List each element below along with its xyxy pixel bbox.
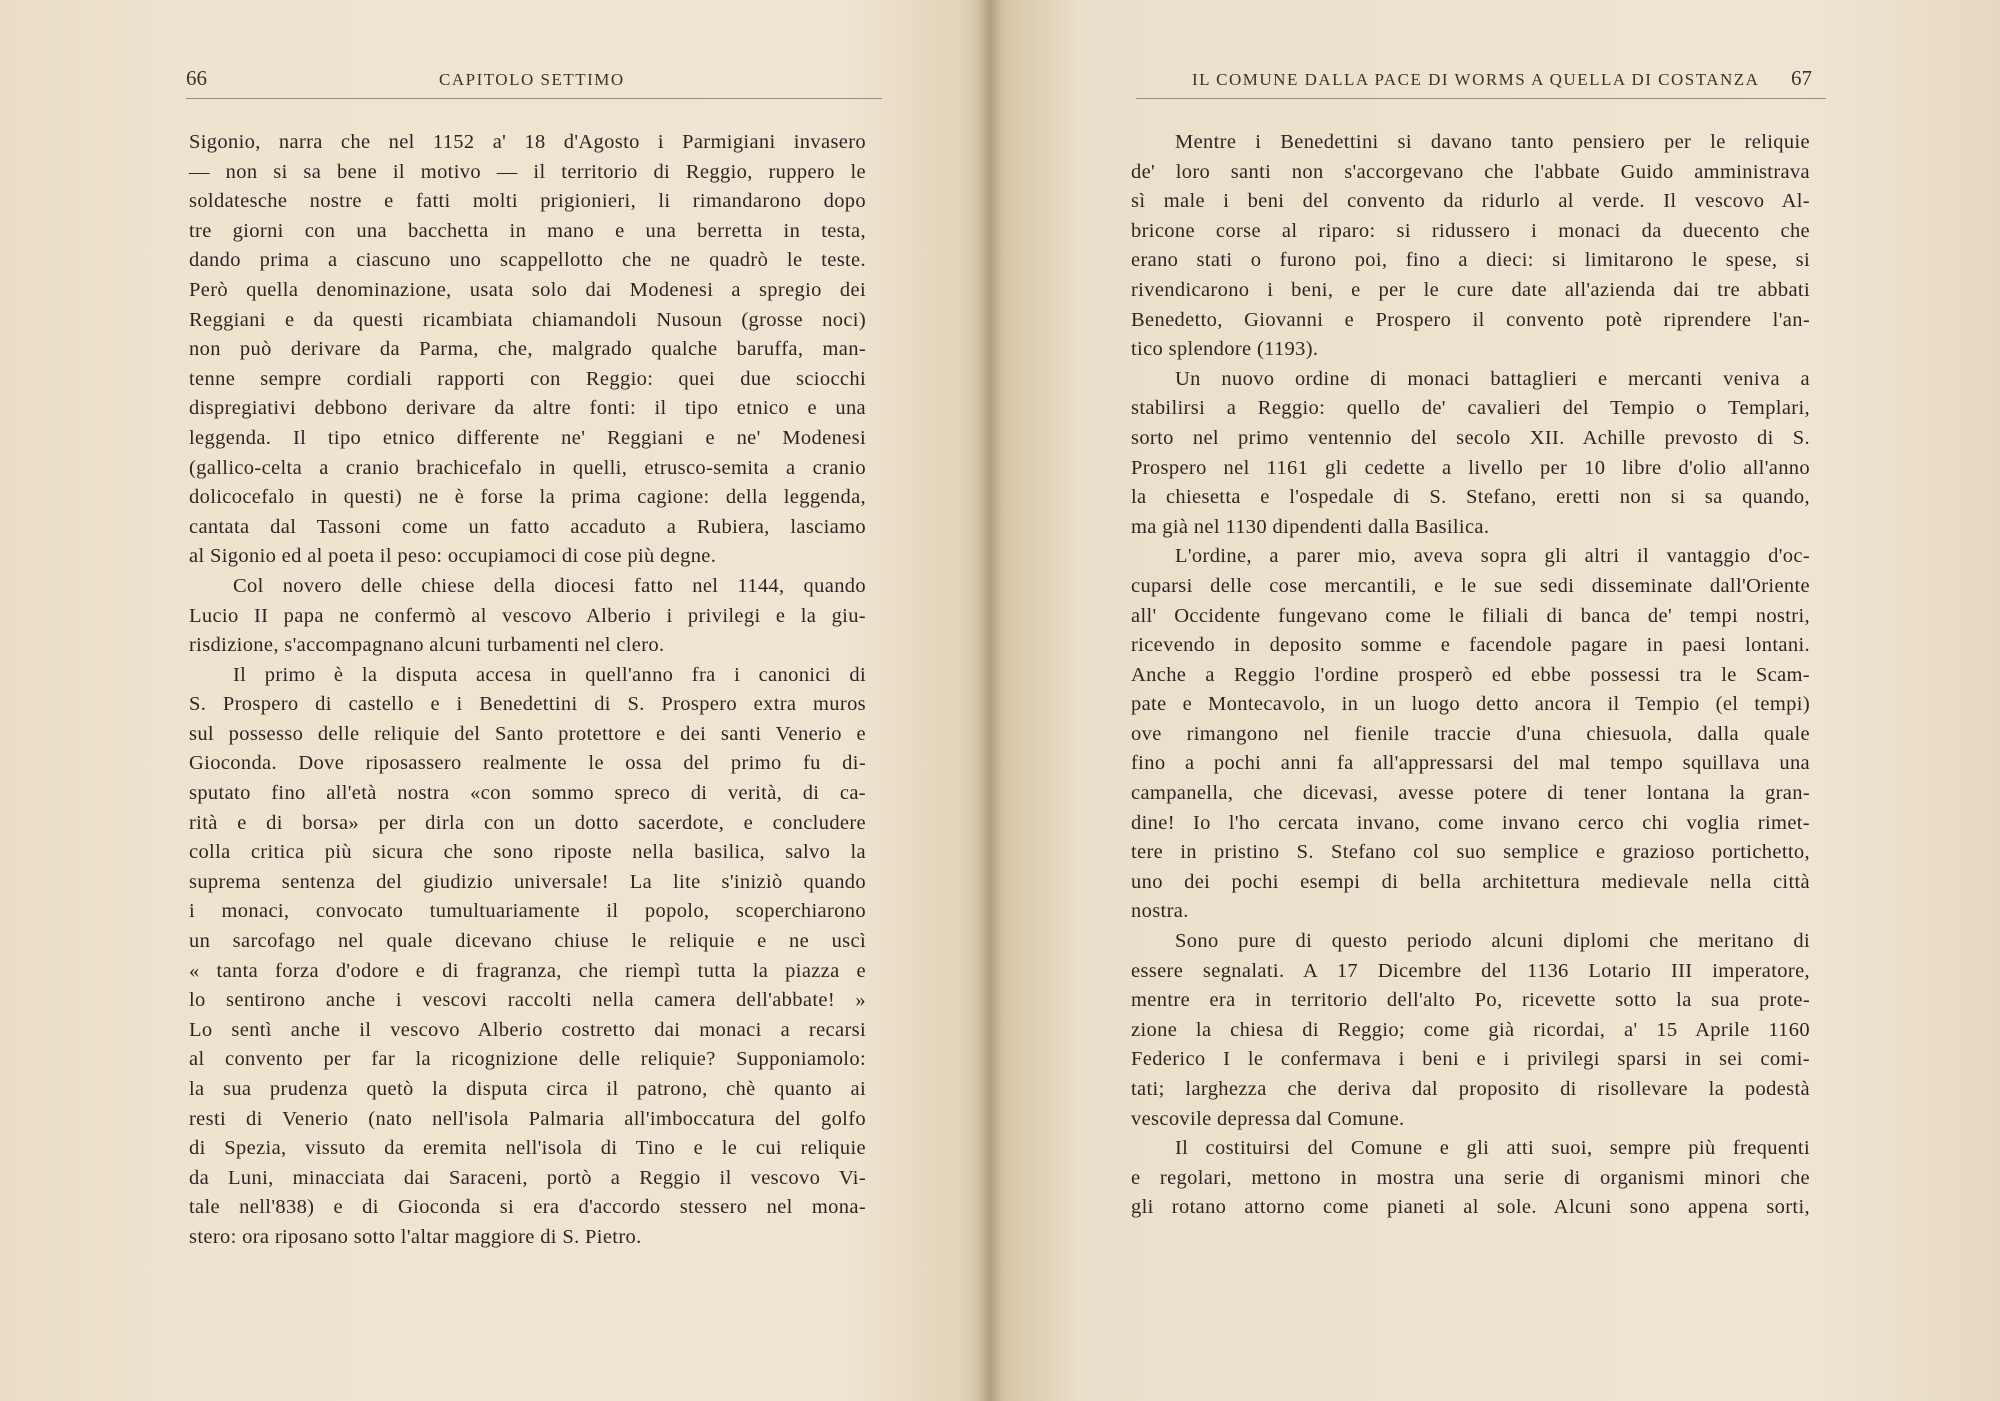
text-line: Mentre i Benedettini si davano tanto pensiero per le reliquie xyxy=(1175,131,1810,153)
left-page-number: 66 xyxy=(186,66,207,90)
left-page xyxy=(0,0,985,1401)
text-line: Anche a Reggio l'ordine prosperò ed ebbe possessi tra le Scam- xyxy=(1131,663,1810,686)
text-line: tenne sempre cordiali rapporti con Reggio: quei due sciocchi xyxy=(189,367,866,390)
text-line: al Sigonio ed al poeta il peso: occupiamoci di cose più degne. xyxy=(189,545,717,568)
text-line: gli rotano attorno come pianeti al sole. Alcuni sono appena sorti, xyxy=(1131,1196,1810,1219)
text-line: la chiesetta e l'ospedale di S. Stefano, eretti non si sa quando, xyxy=(1131,486,1810,509)
text-line: Sigonio, narra che nel 1152 a' 18 d'Agosto i Parmigiani invasero xyxy=(189,131,866,153)
text-line: fino a pochi anni fa all'appressarsi del mal tempo squillava una xyxy=(1131,752,1810,775)
text-line: rità e di borsa» per dirla con un dotto sacerdote, e concludere xyxy=(189,811,866,834)
text-line: Sono pure di questo periodo alcuni diplomi che meritano di xyxy=(1175,930,1810,953)
text-line: Lucio II papa ne confermò al vescovo Alberio i privilegi e la giu- xyxy=(189,604,866,627)
text-line: dando prima a ciascuno uno scappellotto che ne quadrò le teste. xyxy=(189,249,866,272)
text-line: uno dei pochi esempi di bella architettura medievale nella città xyxy=(1131,870,1810,893)
text-line: zione la chiesa di Reggio; come già ricordai, a' 15 Aprile 1160 xyxy=(1131,1018,1810,1041)
text-line: pate e Montecavolo, in un luogo detto ancora il Tempio (el tempi) xyxy=(1131,693,1810,716)
text-line: sorto nel primo ventennio del secolo XII. Achille prevosto di S. xyxy=(1131,426,1810,449)
text-line: Lo sentì anche il vescovo Alberio costretto dai monaci a recarsi xyxy=(189,1018,866,1041)
text-line: cuparsi delle cose mercantili, e le sue sedi disseminate dall'Oriente xyxy=(1131,574,1810,597)
text-line: sputato fino all'età nostra «con sommo spreco di verità, di ca- xyxy=(189,782,866,805)
text-line: resti di Venerio (nato nell'isola Palmaria all'imboccatura del golfo xyxy=(189,1107,866,1130)
text-line: S. Prospero di castello e i Benedettini di S. Prospero extra muros xyxy=(189,693,866,716)
text-line: cantata dal Tassoni come un fatto accaduto a Rubiera, lasciamo xyxy=(189,515,866,538)
text-line: Il costituirsi del Comune e gli atti suoi, sempre più frequenti xyxy=(1175,1137,1810,1160)
text-line: mentre era in territorio dell'alto Po, ricevette sotto la sua prote- xyxy=(1131,989,1810,1012)
text-line: Benedetto, Giovanni e Prospero il convento potè riprendere l'an- xyxy=(1131,308,1810,331)
text-line: L'ordine, a parer mio, aveva sopra gli altri il vantaggio d'oc- xyxy=(1175,545,1810,568)
text-line: sul possesso delle reliquie del Santo protettore e dei santi Venerio e xyxy=(189,722,866,745)
text-line: tati; larghezza che deriva dal proposito di risollevare la podestà xyxy=(1131,1078,1810,1100)
text-line: non può derivare da Parma, che, malgrado qualche baruffa, man- xyxy=(189,338,866,361)
text-line: — non si sa bene il motivo — il territorio di Reggio, ruppero le xyxy=(189,160,866,183)
right-page-number: 67 xyxy=(1791,66,1812,90)
text-line: Reggiani e da questi ricambiata chiamandoli Nusoun (grosse noci) xyxy=(189,308,866,331)
text-line: vescovile depressa dal Comune. xyxy=(1131,1107,1405,1130)
right-page xyxy=(1000,0,2000,1401)
text-line: stero: ora riposano sotto l'altar maggiore di S. Pietro. xyxy=(189,1225,642,1248)
text-line: Col novero delle chiese della diocesi fatto nel 1144, quando xyxy=(233,574,866,597)
text-line: soldatesche nostre e fatti molti prigionieri, li rimandarono dopo xyxy=(189,190,866,213)
text-line: bricone corse al riparo: si ridussero i monaci da duecento che xyxy=(1131,219,1810,242)
right-header-rule xyxy=(1136,98,1826,99)
text-line: lo sentirono anche i vescovi raccolti nella camera dell'abbate! » xyxy=(189,989,866,1012)
text-line: Gioconda. Dove riposassero realmente le ossa del primo fu di- xyxy=(189,752,866,775)
text-line: Il primo è la disputa accesa in quell'anno fra i canonici di xyxy=(233,663,866,686)
text-line: dispregiativi debbono derivare da altre fonti: il tipo etnico e una xyxy=(189,397,866,420)
right-page-body xyxy=(1131,128,1810,1223)
text-line: Prospero nel 1161 gli cedette a livello per 10 libre d'olio all'anno xyxy=(1131,456,1810,479)
text-line: rivendicarono i beni, e per le cure date all'azienda dai tre abbati xyxy=(1131,278,1810,301)
text-line: stabilirsi a Reggio: quello de' cavalieri del Tempio o Templari, xyxy=(1131,397,1810,420)
left-page-body xyxy=(189,128,866,1253)
text-line: (gallico-celta a cranio brachicefalo in quelli, etrusco-semita a cranio xyxy=(189,456,866,479)
text-line: tale nell'838) e di Gioconda si era d'accordo stessero nel mona- xyxy=(189,1196,866,1219)
text-line: colla critica più sicura che sono riposte nella basilica, salvo la xyxy=(189,841,866,864)
text-line: risdizione, s'accompagnano alcuni turbamenti nel clero. xyxy=(189,634,665,657)
text-line: la sua prudenza quetò la disputa circa il patrono, chè quanto ai xyxy=(189,1078,866,1100)
text-line: leggenda. Il tipo etnico differente ne' Reggiani e ne' Modenesi xyxy=(189,426,866,449)
text-line: dolicocefalo in questi) ne è forse la prima cagione: della leggenda, xyxy=(189,486,866,509)
text-line: essere segnalati. A 17 Dicembre del 1136 Lotario III imperatore, xyxy=(1131,959,1810,982)
right-page-header xyxy=(1138,66,1812,100)
left-page-header xyxy=(186,66,882,100)
text-line: e regolari, mettono in mostra una serie di organismi minori che xyxy=(1131,1166,1810,1189)
text-line: tico splendore (1193). xyxy=(1131,338,1319,361)
text-line: ricevendo in deposito somme e facendole pagare in paesi lontani. xyxy=(1131,634,1810,657)
text-line: al convento per far la ricognizione delle reliquie? Supponiamolo: xyxy=(189,1048,866,1071)
text-line: Però quella denominazione, usata solo dai Modenesi a spregio dei xyxy=(189,278,866,301)
text-line: de' loro santi non s'accorgevano che l'abbate Guido amministrava xyxy=(1131,160,1810,183)
text-line: campanella, che dicevasi, avesse potere di tener lontana la gran- xyxy=(1131,782,1810,805)
text-line: all' Occidente fungevano come le filiali di banca de' tempi nostri, xyxy=(1131,604,1810,627)
text-line: da Luni, minacciata dai Saraceni, portò a Reggio il vescovo Vi- xyxy=(189,1166,866,1189)
text-line: ma già nel 1130 dipendenti dalla Basilica. xyxy=(1131,515,1490,538)
left-running-head: CAPITOLO SETTIMO xyxy=(439,70,625,89)
text-line: Federico I le confermava i beni e i privilegi sparsi in sei comi- xyxy=(1131,1048,1810,1071)
text-line: tre giorni con una bacchetta in mano e una berretta in testa, xyxy=(189,219,866,242)
right-running-head: IL COMUNE DALLA PACE DI WORMS A QUELLA DI COSTANZA xyxy=(1192,70,1760,89)
text-line: « tanta forza d'odore e di fragranza, che riempì tutta la piazza e xyxy=(189,959,866,982)
text-line: un sarcofago nel quale dicevano chiuse le reliquie e ne uscì xyxy=(189,930,866,953)
text-line: i monaci, convocato tumultuariamente il popolo, scoperchiarono xyxy=(189,900,866,923)
text-line: ove rimangono nel fienile traccie d'una chiesuola, dalla quale xyxy=(1131,722,1810,745)
text-line: sì male i beni del convento da ridurlo al verde. Il vescovo Al- xyxy=(1131,190,1810,213)
text-line: Un nuovo ordine di monaci battaglieri e mercanti veniva a xyxy=(1175,367,1810,390)
text-line: di Spezia, vissuto da eremita nell'isola di Tino e le cui reliquie xyxy=(189,1137,866,1160)
text-line: dine! Io l'ho cercata invano, come invano cerco chi voglia rimet- xyxy=(1131,811,1810,834)
text-line: suprema sentenza del giudizio universale! La lite s'iniziò quando xyxy=(189,870,866,893)
left-header-rule xyxy=(186,98,882,99)
text-line: nostra. xyxy=(1131,900,1189,923)
text-line: erano stati o furono poi, fino a dieci: si limitarono le spese, si xyxy=(1131,249,1810,272)
text-line: tere in pristino S. Stefano col suo semplice e grazioso portichetto, xyxy=(1131,841,1810,864)
